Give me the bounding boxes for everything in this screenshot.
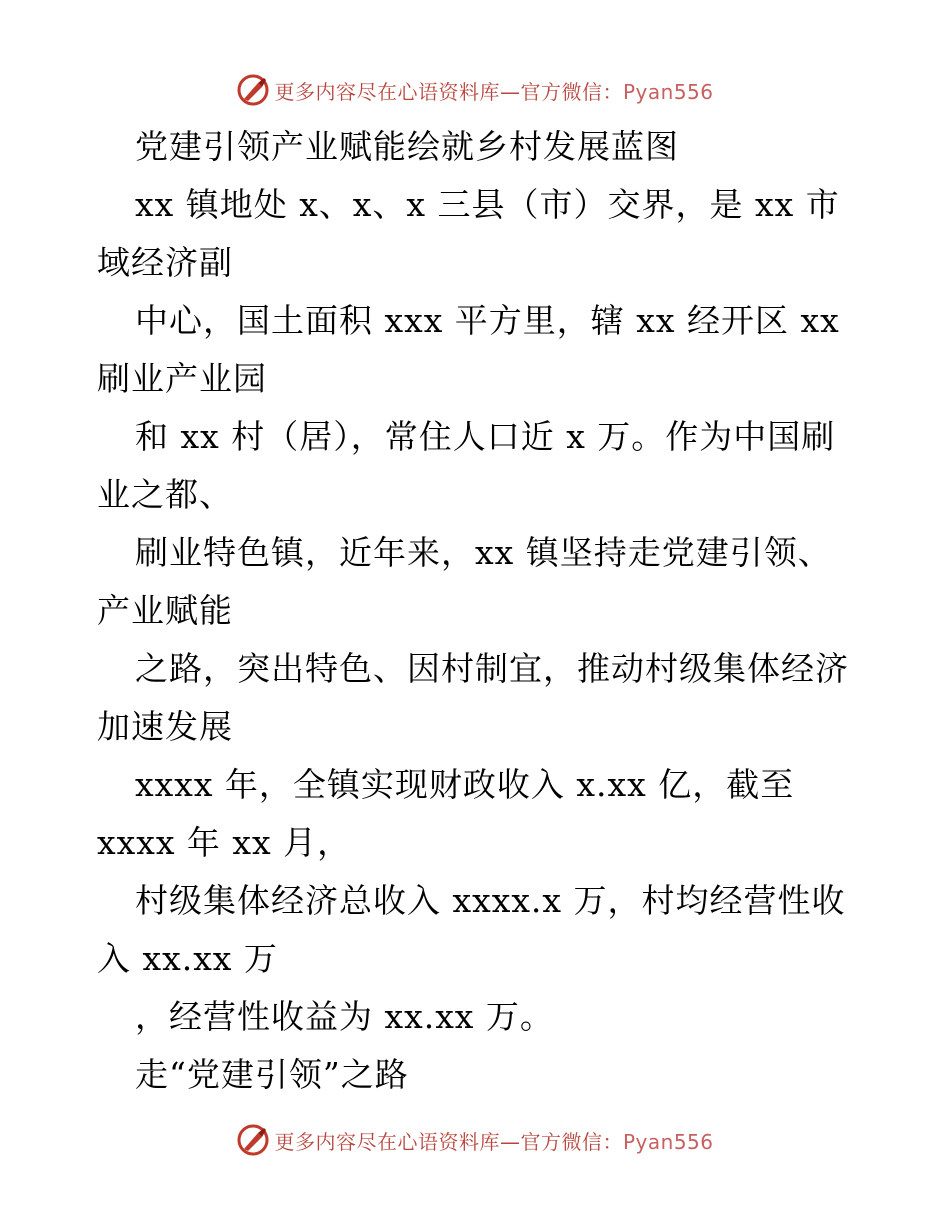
banner-label: 更多内容尽在心语资料库—官方微信： bbox=[274, 1129, 623, 1154]
paragraph-line: 域经济副 bbox=[97, 243, 233, 282]
paragraph-line: xx 镇地处 x、x、x 三县（市）交界，是 xx 市 bbox=[135, 185, 840, 224]
paragraph-line: 之路，突出特色、因村制宜，推动村级集体经济 bbox=[135, 649, 849, 688]
paragraph-line: xxxx 年 xx 月， bbox=[97, 823, 352, 862]
section-heading: 走“党建引领”之路 bbox=[135, 1055, 409, 1094]
doc-title: 党建引领产业赋能绘就乡村发展蓝图 bbox=[135, 127, 679, 166]
paragraph-line: 中心，国土面积 xxx 平方里，辖 xx 经开区 xx bbox=[135, 301, 840, 340]
paragraph-line: 村级集体经济总收入 xxxx.x 万，村均经营性收 bbox=[135, 881, 846, 920]
paragraph-line: xxxx 年，全镇实现财政收入 x.xx 亿，截至 bbox=[135, 765, 795, 804]
banner-label: 更多内容尽在心语资料库—官方微信： bbox=[274, 79, 623, 104]
paragraph-line: 业之都、 bbox=[97, 475, 233, 514]
paragraph-line: 产业赋能 bbox=[97, 591, 233, 630]
paragraph-line: 刷业特色镇，近年来，xx 镇坚持走党建引领、 bbox=[135, 533, 832, 572]
banner-text bbox=[274, 76, 713, 105]
banner-text bbox=[274, 1126, 713, 1155]
pen-logo-icon bbox=[236, 73, 270, 107]
paragraph-line: 入 xx.xx 万 bbox=[97, 939, 278, 978]
paragraph-line: 和 xx 村（居），常住人口近 x 万。作为中国刷 bbox=[135, 417, 836, 456]
paragraph-line: 刷业产业园 bbox=[97, 359, 267, 398]
document-body bbox=[97, 118, 857, 1104]
footer-banner bbox=[0, 1120, 950, 1160]
paragraph-line: 加速发展 bbox=[97, 707, 233, 746]
paragraph-line: ，经营性收益为 xx.xx 万。 bbox=[135, 997, 554, 1036]
pen-logo-icon bbox=[236, 1123, 270, 1157]
header-banner bbox=[0, 70, 950, 110]
wechat-id: Pyan556 bbox=[622, 79, 714, 104]
wechat-id: Pyan556 bbox=[622, 1129, 714, 1154]
